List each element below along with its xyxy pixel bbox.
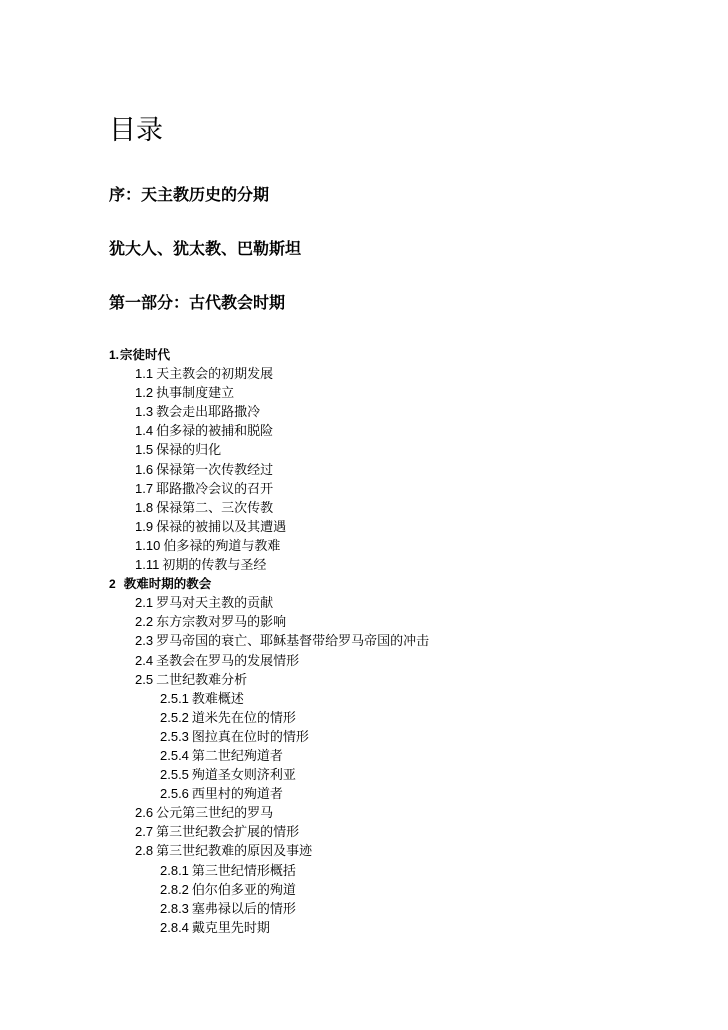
heading-part-one: 第一部分：古代教会时期 — [109, 293, 286, 312]
toc-entry — [109, 727, 429, 746]
toc-entry — [109, 841, 429, 860]
toc-entry-number: 2.5.1 — [160, 690, 189, 706]
page-title: 目录 — [109, 115, 163, 146]
toc-entry-text: 保禄的归化 — [156, 443, 222, 459]
toc-entry-text: 西里村的殉道者 — [191, 787, 283, 803]
toc-entry-text: 二世纪教难分析 — [156, 672, 248, 688]
toc-entry-number: 1.1 — [135, 366, 154, 382]
toc-entry-text: 道米先在位的情形 — [191, 710, 296, 726]
toc-entry-text: 塞弗禄以后的情形 — [191, 901, 296, 917]
toc-entry-text: 伯多禄的殉道与教难 — [163, 538, 281, 554]
toc-entry-text: 戴克里先时期 — [191, 920, 270, 936]
toc-entry-text: 教难概述 — [191, 691, 244, 707]
toc-entry — [109, 574, 429, 593]
toc-entry — [109, 880, 429, 899]
toc-entry — [109, 498, 429, 517]
toc-entry-number: 1.8 — [135, 499, 154, 515]
toc-entry — [109, 517, 429, 536]
toc-entry — [109, 440, 429, 459]
toc-entry — [109, 536, 429, 555]
toc-entry — [109, 822, 429, 841]
toc-entry-text: 伯尔伯多亚的殉道 — [191, 882, 296, 898]
toc-entry-text: 保禄第一次传教经过 — [156, 462, 274, 478]
toc-entry — [109, 364, 429, 383]
toc-entry-number: 2.5.5 — [160, 767, 189, 783]
toc-entry — [109, 708, 429, 727]
toc-entry-text: 第三世纪教会扩展的情形 — [156, 825, 300, 841]
toc-entry — [109, 593, 429, 612]
table-of-contents — [109, 345, 429, 937]
heading-preface: 序：天主教历史的分期 — [109, 185, 270, 204]
toc-entry-text: 第二世纪殉道者 — [191, 748, 283, 764]
toc-entry — [109, 460, 429, 479]
toc-entry-number: 2 — [109, 577, 116, 592]
toc-entry-number: 2.5.3 — [160, 728, 189, 744]
toc-entry-number: 2.8.4 — [160, 919, 189, 935]
toc-entry — [109, 861, 429, 880]
toc-entry-number: 2.5.6 — [160, 786, 189, 802]
toc-entry-text: 东方宗教对罗马的影响 — [156, 615, 287, 631]
toc-entry-number: 1.2 — [135, 385, 154, 401]
toc-entry — [109, 765, 429, 784]
toc-entry-number: 2.5.2 — [160, 709, 189, 725]
toc-entry-number: 2.1 — [135, 595, 154, 611]
toc-entry-number: 2.8.2 — [160, 881, 189, 897]
toc-entry — [109, 651, 429, 670]
toc-entry-number: 1.10 — [135, 537, 161, 553]
toc-entry — [109, 345, 429, 364]
toc-entry-number: 1.3 — [135, 404, 154, 420]
toc-entry-text: 罗马对天主教的贡献 — [156, 596, 274, 612]
toc-entry — [109, 918, 429, 937]
toc-entry-number: 1.7 — [135, 480, 154, 496]
toc-entry-number: 2.7 — [135, 824, 154, 840]
toc-entry — [109, 899, 429, 918]
toc-entry-number: 2.2 — [135, 614, 154, 630]
toc-entry-number: 1.4 — [135, 423, 154, 439]
toc-entry-text: 天主教会的初期发展 — [156, 367, 274, 383]
toc-entry-number: 1.9 — [135, 518, 154, 534]
toc-entry-number: 1.5 — [135, 442, 154, 458]
toc-entry-number: 1.6 — [135, 461, 154, 477]
toc-entry-number: 2.5 — [135, 671, 154, 687]
toc-entry — [109, 746, 429, 765]
toc-entry — [109, 631, 429, 650]
toc-entry-text: 伯多禄的被捕和脱险 — [156, 424, 274, 440]
toc-entry-text: 初期的传教与圣经 — [162, 558, 267, 574]
toc-entry — [109, 555, 429, 574]
toc-entry — [109, 803, 429, 822]
toc-entry-number: 1. — [109, 348, 120, 362]
toc-entry — [109, 670, 429, 689]
toc-entry-text: 第三世纪情形概括 — [191, 863, 296, 879]
toc-entry — [109, 421, 429, 440]
toc-entry-number: 2.4 — [135, 652, 154, 668]
toc-entry-text: 罗马帝国的衰亡、耶稣基督带给罗马帝国的冲击 — [156, 634, 430, 650]
heading-jews-judaism-palestine: 犹大人、犹太教、巴勒斯坦 — [109, 239, 302, 258]
toc-entry-text: 公元第三世纪的罗马 — [156, 806, 274, 822]
toc-entry-number: 2.5.4 — [160, 747, 189, 763]
toc-entry-text: 耶路撒冷会议的召开 — [156, 481, 274, 497]
toc-entry-text: 教会走出耶路撒冷 — [156, 405, 261, 421]
toc-entry-number: 2.6 — [135, 805, 154, 821]
toc-entry — [109, 784, 429, 803]
toc-entry — [109, 612, 429, 631]
toc-entry-text: 图拉真在位时的情形 — [191, 729, 309, 745]
toc-entry-text: 教难时期的教会 — [123, 576, 212, 592]
toc-entry-number: 2.8.1 — [160, 862, 189, 878]
toc-entry-text: 宗徒时代 — [120, 347, 171, 362]
toc-entry-text: 圣教会在罗马的发展情形 — [156, 653, 300, 669]
toc-entry-number: 1.11 — [135, 557, 160, 573]
toc-entry-text: 第三世纪教难的原因及事迹 — [156, 844, 313, 860]
toc-entry-number: 2.8 — [135, 843, 154, 859]
toc-entry-text: 殉道圣女则济利亚 — [191, 768, 296, 784]
toc-entry-text: 保禄的被捕以及其遭遇 — [156, 519, 287, 535]
toc-entry — [109, 402, 429, 421]
toc-entry — [109, 689, 429, 708]
toc-entry-number: 2.8.3 — [160, 900, 189, 916]
toc-entry — [109, 383, 429, 402]
toc-entry-text: 执事制度建立 — [156, 386, 235, 402]
toc-entry-text: 保禄第二、三次传教 — [156, 500, 274, 516]
toc-entry — [109, 479, 429, 498]
toc-entry-number: 2.3 — [135, 633, 154, 649]
